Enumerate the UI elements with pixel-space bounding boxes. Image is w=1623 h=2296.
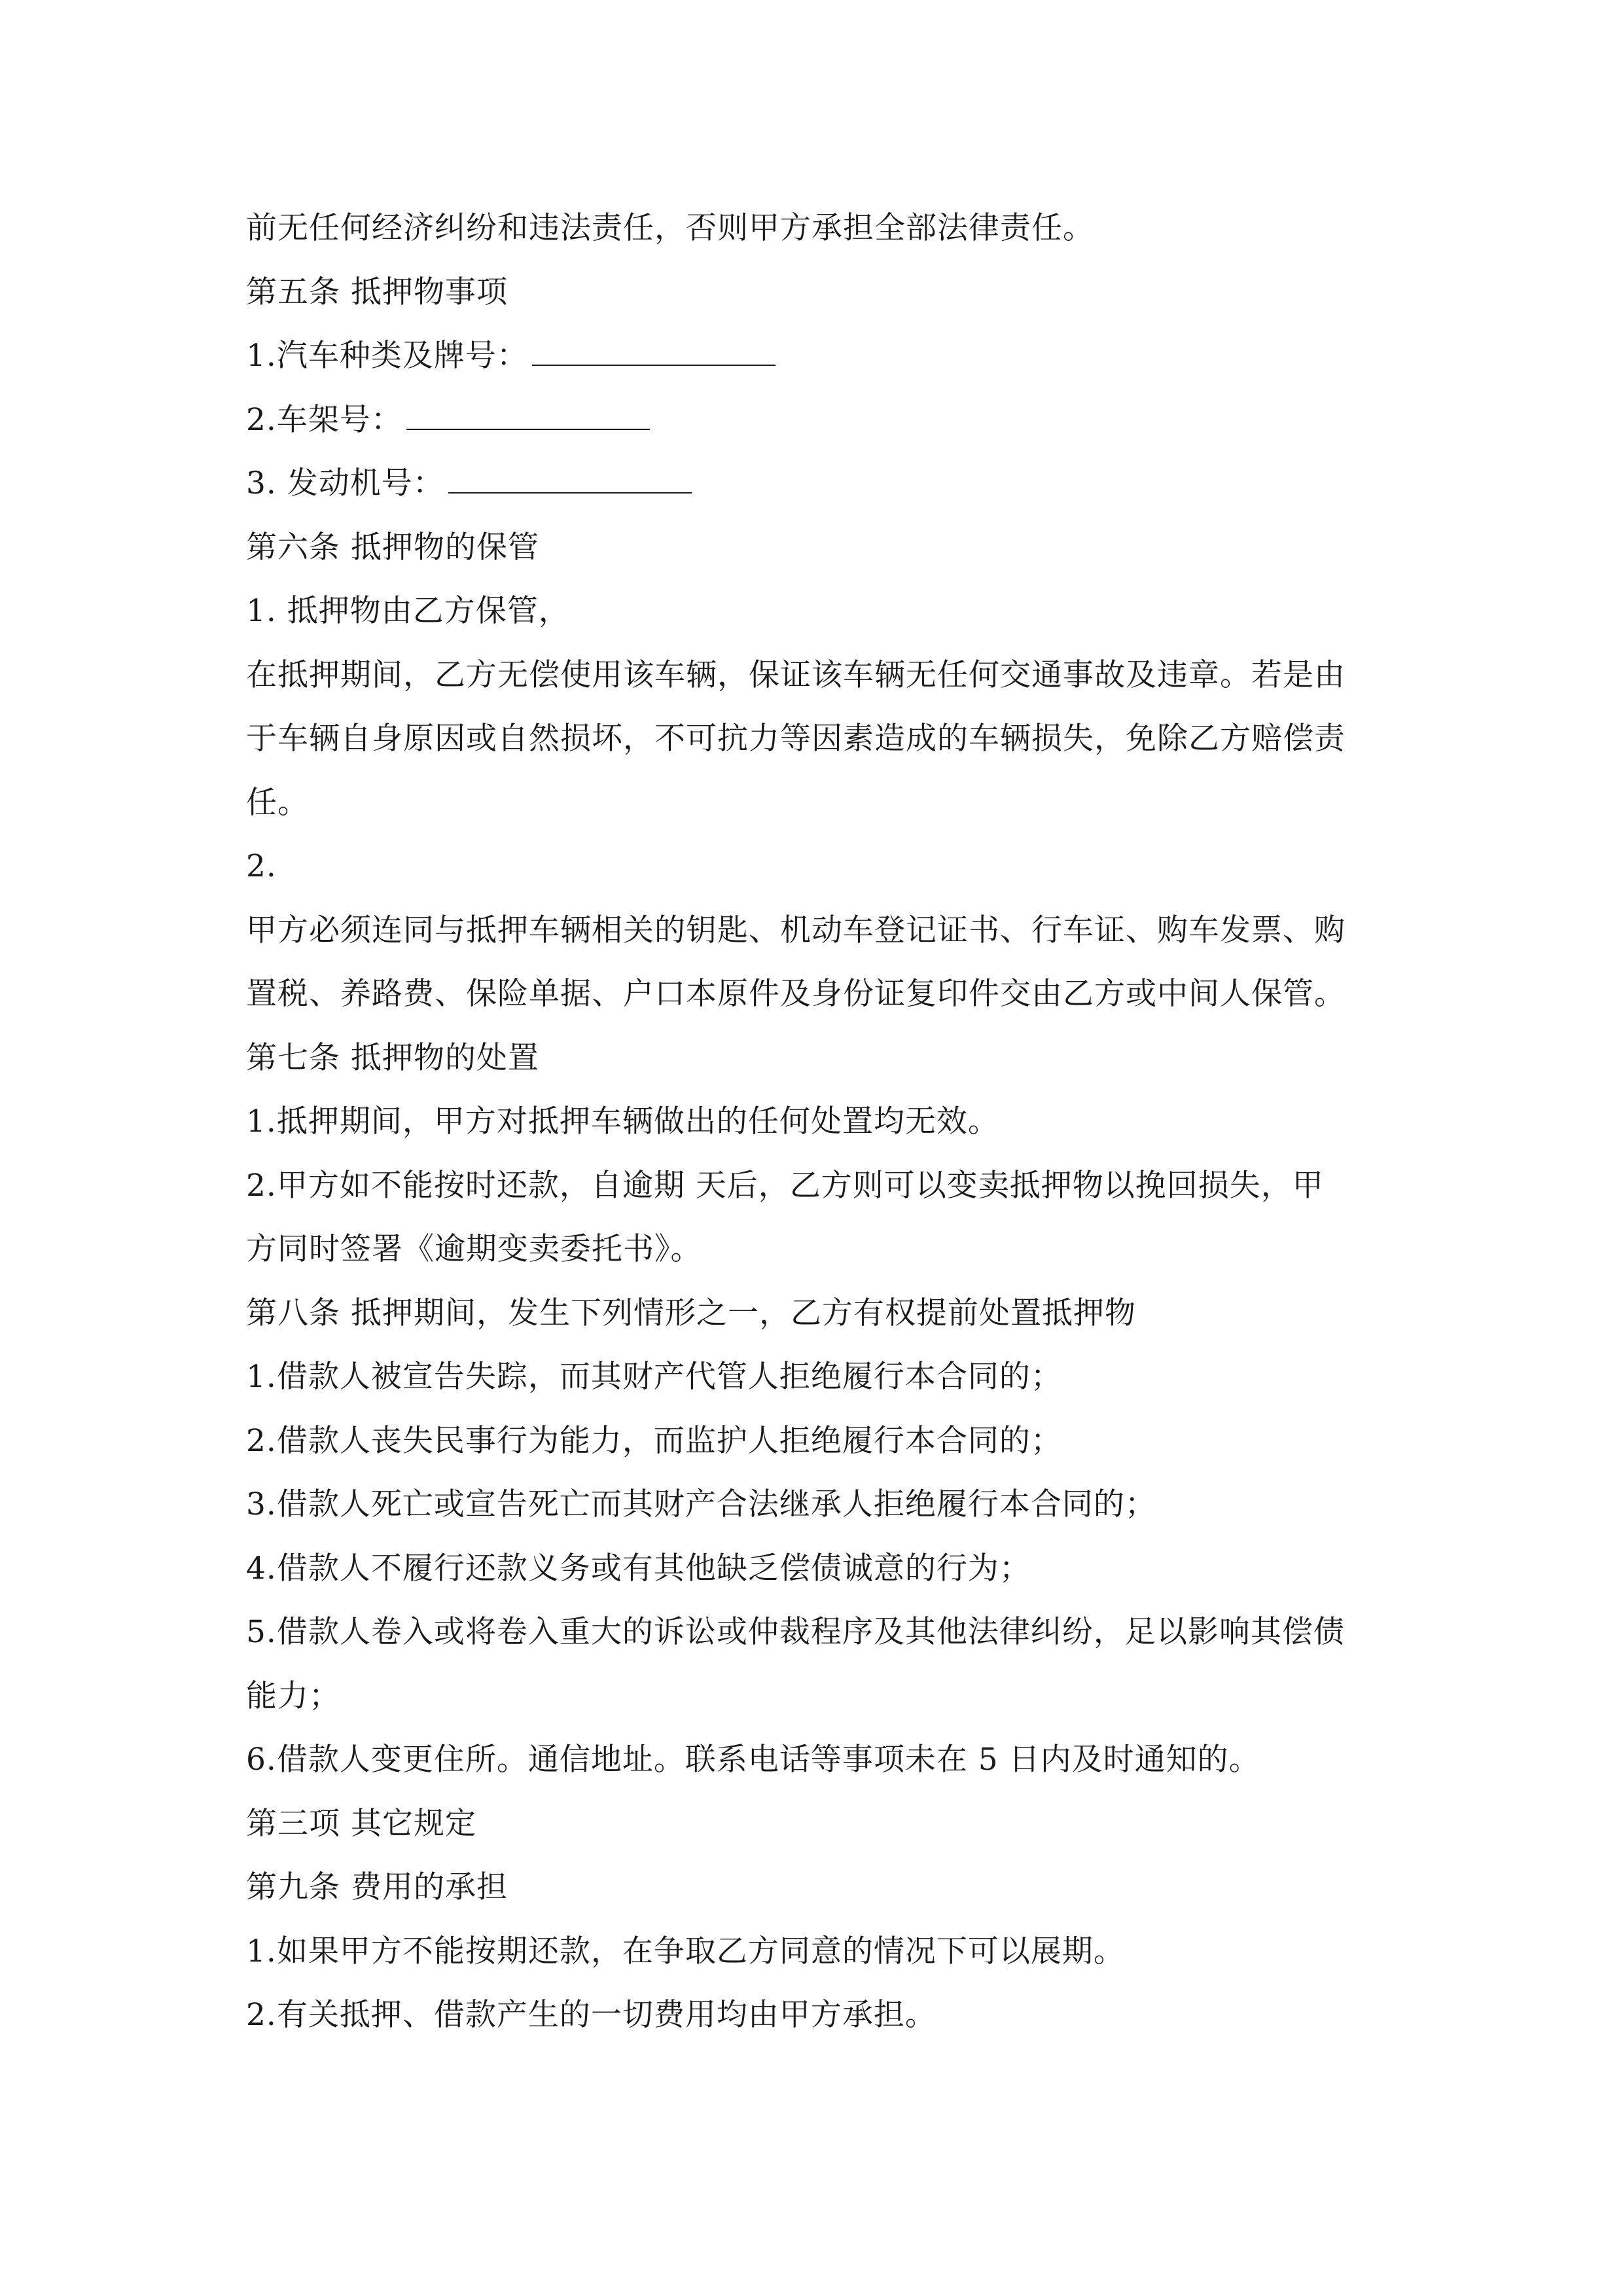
article-heading: 第六条 抵押物的保管 [246,529,539,565]
paragraph-line: 于车辆自身原因或自然损坏，不可抗力等因素造成的车辆损失，免除乙方赔偿责 [246,721,1346,757]
paragraph-line: 甲方必须连同与抵押车辆相关的钥匙、机动车登记证书、行车证、购车发票、购 [246,912,1346,948]
field-label: 1.汽车种类及牌号： [246,338,528,374]
fill-in-blank [406,403,650,430]
paragraph-line: 2.借款人丧失民事行为能力，而监护人拒绝履行本合同的； [246,1422,1062,1459]
paragraph-line: 前无任何经济纠纷和违法责任，否则甲方承担全部法律责任。 [246,210,1094,246]
paragraph-line: 5.借款人卷入或将卷入重大的诉讼或仲裁程序及其他法律纠纷，足以影响其偿债 [246,1614,1345,1650]
paragraph-line: 6.借款人变更住所。通信地址。联系电话等事项未在 5 日内及时通知的。 [246,1742,1260,1778]
vehicle-type-field [246,324,1385,388]
paragraph-line: 1.如果甲方不能按期还款，在争取乙方同意的情况下可以展期。 [246,1933,1125,1969]
paragraph-line: 1.抵押期间，甲方对抵押车辆做出的任何处置均无效。 [246,1103,999,1139]
chassis-number-field [246,388,1385,452]
paragraph-line: 在抵押期间，乙方无偿使用该车辆，保证该车辆无任何交通事故及违章。若是由 [246,656,1346,693]
engine-number-field [246,452,1385,516]
paragraph-line: 4.借款人不履行还款义务或有其他缺乏偿债诚意的行为； [246,1550,1031,1587]
article-heading: 第五条 抵押物事项 [246,274,508,310]
field-label: 3. 发动机号： [246,465,444,501]
article-heading: 第八条 抵押期间，发生下列情形之一，乙方有权提前处置抵押物 [246,1295,1136,1331]
paragraph-line: 能力； [246,1677,340,1714]
paragraph-line: 2.有关抵押、借款产生的一切费用均由甲方承担。 [246,1997,936,2033]
article-heading: 第九条 费用的承担 [246,1869,508,1905]
paragraph-line: 2.甲方如不能按时还款，自逾期 天后，乙方则可以变卖抵押物以挽回损失，甲 [246,1167,1324,1204]
article-heading: 第七条 抵押物的处置 [246,1039,539,1076]
paragraph-line: 任。 [246,784,309,821]
paragraph-line: 1.借款人被宣告失踪，而其财产代管人拒绝履行本合同的； [246,1359,1062,1395]
fill-in-blank [448,466,692,493]
document-page [246,196,1385,2047]
paragraph-line: 方同时签署《逾期变卖委托书》。 [246,1231,702,1267]
paragraph-line: 置税、养路费、保险单据、户口本原件及身份证复印件交由乙方或中间人保管。 [246,976,1346,1012]
field-label: 2.车架号： [246,401,402,438]
paragraph-line: 2. [246,848,277,884]
paragraph-line: 3.借款人死亡或宣告死亡而其财产合法继承人拒绝履行本合同的； [246,1486,1156,1522]
section-heading: 第三项 其它规定 [246,1805,476,1842]
fill-in-blank [532,338,776,366]
paragraph-line: 1. 抵押物由乙方保管， [246,593,570,629]
